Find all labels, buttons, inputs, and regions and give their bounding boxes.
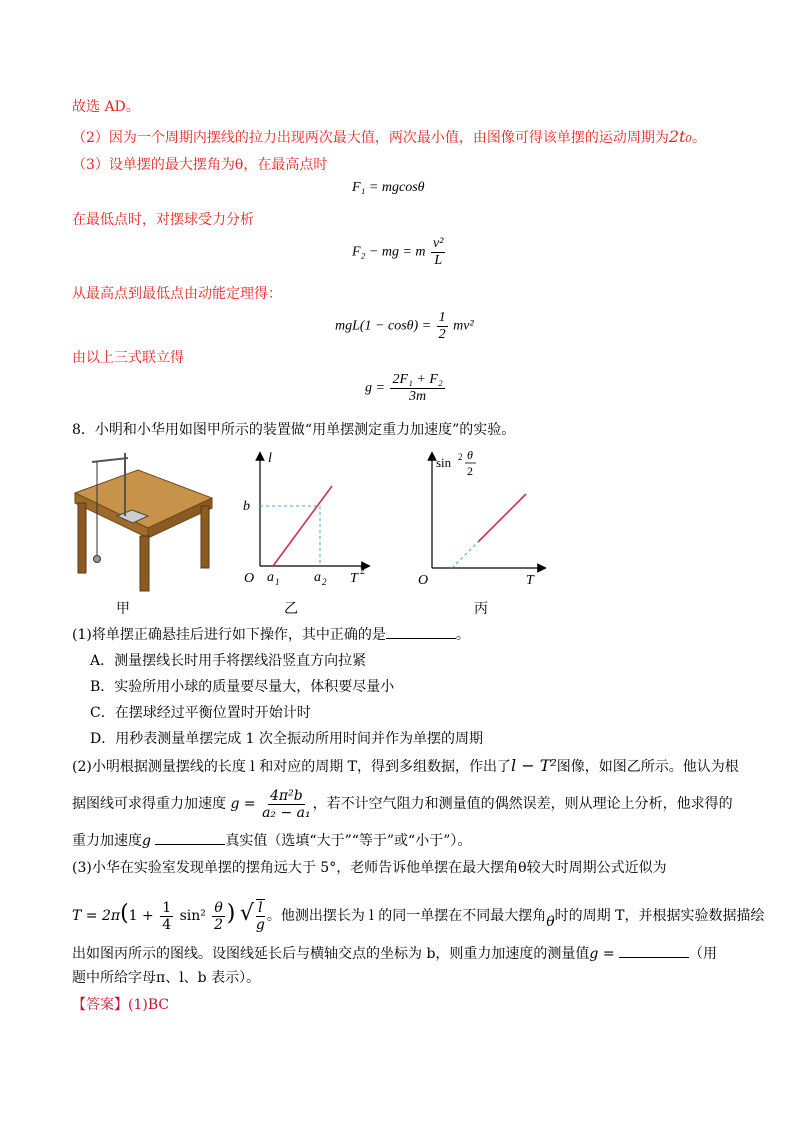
data-line [478,494,526,542]
q3-line-2: T = 2π(1 + $\frac{1}{4}$ sin² $\frac{\theta}{2}$ ) √ $\frac{l}{g}$ 。他测出摆长为 l 的同一单摆在不同最大摆角θ时的周期 T，并根据实验数据描绘 [72,899,765,933]
table-top [75,470,212,528]
q3-line-4: 题中所给字母π、l、b 表示）。 [72,970,261,986]
caption-bing: 丙 [474,601,488,617]
pendulum-bob [94,556,101,563]
solution-line-3: （3）设单摆的最大摆角为θ，在最高点时 [72,157,328,173]
svg-text:1: 1 [275,577,280,587]
svg-text:a: a [267,570,274,585]
svg-text:T: T [526,573,534,588]
answer-blank[interactable] [619,943,689,958]
figure-graph-sin-T [410,448,550,598]
svg-text:2: 2 [467,464,473,478]
svg-text:O: O [244,571,255,586]
svg-text:2: 2 [360,566,365,577]
table-leg [140,536,149,591]
figure-graph-l-T2 [238,448,378,598]
answer-line: 【答案】(1)BC [72,997,170,1013]
q1-line: (1)将单摆正确悬挂后进行如下操作，其中正确的是 。 [72,624,470,645]
svg-text:2: 2 [322,577,327,587]
answer-blank[interactable] [386,624,456,639]
table-leg [78,503,86,573]
svg-text:a: a [314,570,321,585]
svg-text:sin: sin [436,455,452,470]
stand-arm [92,458,128,462]
extension-line [452,542,478,568]
table-leg [201,506,209,568]
svg-text:l: l [268,451,272,466]
solution-line-6: 由以上三式联立得 [72,350,184,366]
question-stem: 8．小明和小华用如图甲所示的装置做“用单摆测定重力加速度”的实验。 [72,422,516,438]
option-d: D．用秒表测量单摆完成 1 次全振动所用时间并作为单摆的周期 [90,731,484,747]
q2-line-1: (2)小明根据测量摆线的长度 l 和对应的周期 T，得到多组数据，作出了l − T²图像，如图乙所示。他认为根 [72,756,739,775]
solution-line-4: 在最低点时，对摆球受力分析 [72,212,254,228]
equation-1: F₁ = mgcosθ [352,180,425,195]
q3-line-3: 出如图丙所示的图线。设图线延长后与横轴交点的坐标为 b，则重力加速度的测量值g = （用 [72,943,717,964]
svg-text:θ: θ [467,448,473,462]
equation-2: F₂ − mg = m $\frac{\text{v²}}{L}$ [352,236,444,268]
svg-text:b: b [243,499,250,514]
option-c: C．在摆球经过平衡位置时开始计时 [90,705,311,721]
equation-3: mgL(1 − cosθ) = $\frac{1}{2}$ mv² [335,310,474,342]
q3-line-1: (3)小华在实验室发现单摆的摆角远大于 5°，老师告诉他单摆在最大摆角θ较大时周期公式近似为 [72,860,667,876]
option-a: A．测量摆线长时用手将摆线沿竖直方向拉紧 [90,653,367,669]
option-b: B．实验所用小球的质量要尽量大，体积要尽量小 [90,679,395,695]
q2-line-2: 据图线可求得重力加速度 g = $\frac{\text{4π²b}}{\text{a₂ − a₁}}$ ，若不计空气阻力和测量值的偶然误差，则从理论上分析，他求得的 [72,787,733,821]
svg-text:O: O [418,573,429,588]
solution-line-1: 故选 AD。 [72,99,140,115]
svg-text:2: 2 [458,452,463,462]
q2-line-3: 重力加速度g 真实值（选填“大于”“等于”或“小于”）。 [72,830,471,851]
figure-apparatus [70,448,220,593]
data-line [273,486,332,566]
svg-text:T: T [350,571,358,586]
answer-blank[interactable] [155,830,225,845]
caption-jia: 甲 [116,601,130,617]
caption-yi: 乙 [284,601,298,617]
solution-line-5: 从最高点到最低点由动能定理得： [72,286,282,302]
equation-4: g = $\frac{\text{2F₁ + F₂}}{3m}$ [365,372,443,404]
solution-line-2: （2）因为一个周期内摆线的拉力出现两次最大值，两次最小值，由图像可得该单摆的运动周期为2t₀。 [72,127,706,146]
